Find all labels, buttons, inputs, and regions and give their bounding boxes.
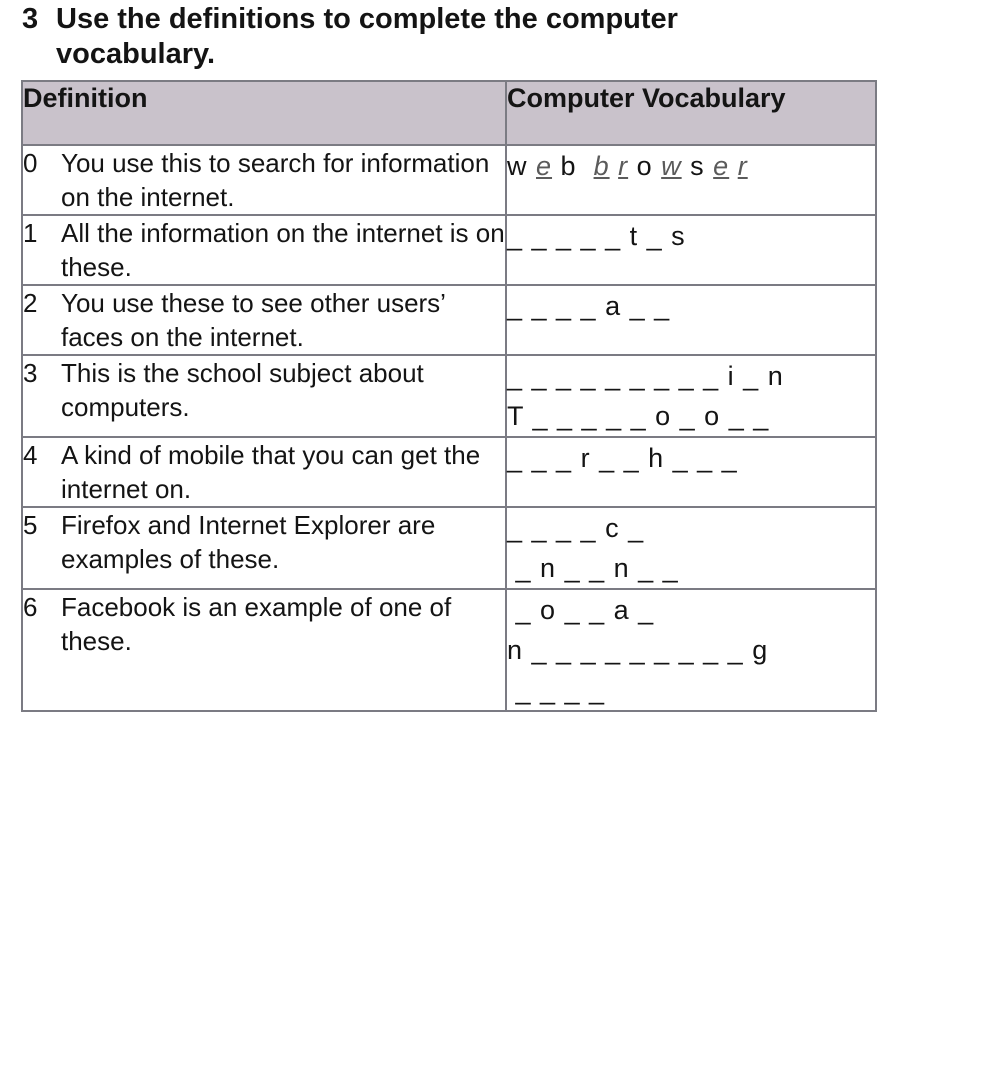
exercise-heading <box>0 0 962 72</box>
table-header <box>22 81 876 145</box>
table-row <box>22 285 876 355</box>
vocabulary-table-container <box>0 72 993 712</box>
definition-text: This is the school subject about computers. <box>61 358 424 422</box>
definition-text: You use this to search for information on the internet. <box>61 148 490 212</box>
blank-space[interactable]: _ _ _ _ _ <box>524 401 656 431</box>
table-row <box>22 589 876 711</box>
blank-space[interactable]: _ _ _ _ <box>507 513 606 543</box>
answer-line[interactable] <box>507 438 875 478</box>
vocabulary-answer-cell[interactable] <box>506 355 876 437</box>
exercise-instruction: Use the definitions to complete the computer vocabulary. <box>56 3 678 70</box>
answer-line[interactable] <box>507 590 875 630</box>
answer-line[interactable] <box>507 286 875 326</box>
given-letter: a <box>613 595 630 625</box>
table-row <box>22 355 876 437</box>
table-row <box>22 507 876 589</box>
definition-cell <box>22 355 506 437</box>
vocabulary-answer-cell[interactable] <box>506 589 876 711</box>
definition-text: Firefox and Internet Explorer are examples of these. <box>61 510 436 574</box>
filled-letter: e <box>536 151 553 181</box>
vocabulary-answer-cell[interactable] <box>506 437 876 507</box>
definition-cell <box>22 589 506 711</box>
blank-space[interactable]: _ _ _ _ <box>507 675 606 705</box>
given-letter: b <box>552 151 594 181</box>
vocabulary-answer-cell[interactable] <box>506 285 876 355</box>
definition-cell <box>22 145 506 215</box>
answer-line[interactable] <box>507 396 875 436</box>
blank-space[interactable]: _ _ _ _ _ _ _ _ _ <box>507 361 728 391</box>
answer-line[interactable] <box>507 548 875 588</box>
blank-space[interactable]: _ <box>619 513 645 543</box>
blank-space[interactable]: _ <box>638 221 672 251</box>
definition-text: Facebook is an example of one of these. <box>61 592 452 656</box>
given-letter: T <box>507 401 525 431</box>
given-letter: s <box>681 151 714 181</box>
table-row <box>22 145 876 215</box>
definition-number: 5 <box>23 510 38 540</box>
given-letter: n <box>507 635 524 665</box>
definition-cell <box>22 215 506 285</box>
blank-space[interactable]: _ _ <box>621 291 671 321</box>
blank-space[interactable]: _ <box>629 595 655 625</box>
definition-number: 6 <box>23 592 38 622</box>
blank-space[interactable]: _ _ _ _ _ _ _ _ _ <box>523 635 753 665</box>
given-letter: w <box>507 151 536 181</box>
given-letter: s <box>671 221 686 251</box>
answer-line[interactable] <box>507 356 875 396</box>
filled-letter: r <box>618 151 629 181</box>
given-letter: g <box>752 635 769 665</box>
blank-space[interactable]: _ <box>671 401 705 431</box>
given-letter: o <box>628 151 662 181</box>
definition-number: 1 <box>23 218 38 248</box>
blank-space[interactable]: _ _ _ _ <box>507 291 606 321</box>
given-letter: o <box>704 401 721 431</box>
given-letter: n <box>767 361 784 391</box>
definition-number: 2 <box>23 288 38 318</box>
definition-number: 0 <box>23 148 38 178</box>
definition-number: 3 <box>23 358 38 388</box>
blank-space[interactable]: _ <box>507 595 541 625</box>
table-header-row <box>22 81 876 145</box>
blank-space[interactable]: _ _ <box>590 443 649 473</box>
blank-space[interactable]: _ _ _ _ _ <box>507 221 630 251</box>
blank-space[interactable]: _ _ <box>556 553 614 583</box>
filled-letter: b <box>593 151 610 181</box>
given-letter: o <box>540 595 557 625</box>
given-letter: r <box>580 443 591 473</box>
answer-line[interactable] <box>507 216 875 256</box>
definition-cell <box>22 437 506 507</box>
given-letter: n <box>613 553 630 583</box>
exercise-number: 3 <box>22 3 39 35</box>
table-row <box>22 215 876 285</box>
blank-space[interactable]: _ _ _ <box>664 443 738 473</box>
table-body <box>22 145 876 711</box>
filled-letter: r <box>737 151 748 181</box>
definition-cell <box>22 285 506 355</box>
given-letter: i <box>727 361 735 391</box>
table-row <box>22 437 876 507</box>
vocabulary-answer-cell[interactable] <box>506 507 876 589</box>
blank-space[interactable]: _ _ <box>720 401 770 431</box>
answer-line[interactable] <box>507 508 875 548</box>
definition-number: 4 <box>23 440 38 470</box>
definition-cell <box>22 507 506 589</box>
blank-space[interactable]: _ _ _ <box>507 443 581 473</box>
column-header-vocabulary: Computer Vocabulary <box>506 81 876 145</box>
given-letter: c <box>605 513 620 543</box>
blank-space[interactable]: _ <box>734 361 768 391</box>
column-header-definition: Definition <box>22 81 506 145</box>
blank-space[interactable]: _ _ <box>629 553 679 583</box>
answer-line[interactable] <box>507 670 875 710</box>
given-letter: t <box>629 221 639 251</box>
given-letter: a <box>605 291 622 321</box>
blank-space[interactable]: _ _ <box>556 595 614 625</box>
filled-letter: e <box>713 151 730 181</box>
given-letter: n <box>540 553 557 583</box>
blank-space[interactable]: _ <box>507 553 541 583</box>
given-letter: o <box>655 401 672 431</box>
vocabulary-table <box>21 80 877 712</box>
given-letter: h <box>648 443 665 473</box>
definition-text: You use these to see other users’ faces on the internet. <box>61 288 445 352</box>
given-letter <box>610 151 619 181</box>
filled-letter: w <box>661 151 682 181</box>
answer-line[interactable] <box>507 146 875 186</box>
answer-line[interactable] <box>507 630 875 670</box>
given-letter <box>729 151 738 181</box>
vocabulary-answer-cell[interactable] <box>506 215 876 285</box>
definition-text: A kind of mobile that you can get the internet on. <box>61 440 481 504</box>
definition-text: All the information on the internet is on these. <box>61 218 505 282</box>
vocabulary-answer-cell[interactable] <box>506 145 876 215</box>
